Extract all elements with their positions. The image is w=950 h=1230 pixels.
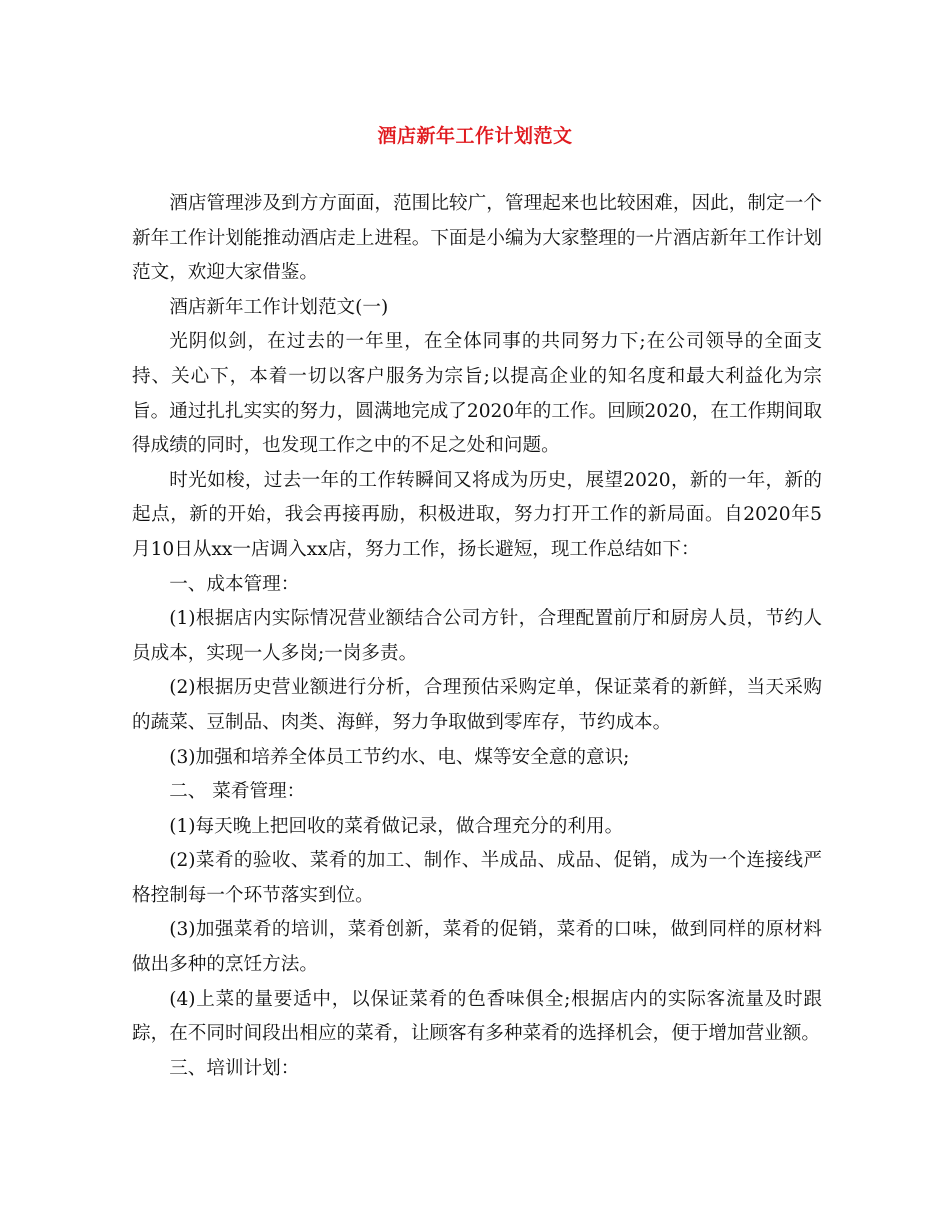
list-item-dishes-1: (1)每天晚上把回收的菜肴做记录，做合理充分的利用。 (169, 815, 624, 837)
section-heading-dishes: 二、 菜肴管理： (169, 781, 306, 803)
document-body (132, 187, 822, 1086)
list-item-dishes-2: (2)菜肴的验收、菜肴的加工、制作、半成品、成品、促销，成为一个连接线严格控制每一个环节落实到位。 (132, 850, 822, 906)
paragraph-review: 光阴似剑，在过去的一年里，在全体同事的共同努力下;在公司领导的全面支持、关心下，本着一切以客户服务为宗旨;以提高企业的知名度和最大利益化为宗旨。通过扎扎实实的努力，圆满地完成了2020年的工作。回顾2020，在工作期间取得成绩的同时，也发现工作之中的不足之处和问题。 (132, 331, 822, 457)
list-item-cost-2: (2)根据历史营业额进行分析，合理预估采购定单，保证菜肴的新鲜，当天采购的蔬菜、豆制品、肉类、海鲜，努力争取做到零库存，节约成本。 (132, 677, 822, 733)
section-heading-training: 三、培训计划： (169, 1057, 300, 1079)
paragraph-intro: 酒店管理涉及到方方面面，范围比较广，管理起来也比较困难，因此，制定一个新年工作计划能推动酒店走上进程。下面是小编为大家整理的一片酒店新年工作计划范文，欢迎大家借鉴。 (132, 193, 822, 284)
list-item-dishes-3: (3)加强菜肴的培训，菜肴创新，菜肴的促销，菜肴的口味，做到同样的原材料做出多种的烹饪方法。 (132, 919, 822, 976)
paragraph-outlook: 时光如梭，过去一年的工作转瞬间又将成为历史，展望2020，新的一年，新的起点，新的开始，我会再接再励，积极进取，努力打开工作的新局面。自2020年5月10日从xx一店调入xx店，努力工作，扬长避短，现工作总结如下： (132, 469, 822, 560)
list-item-cost-1: (1)根据店内实际情况营业额结合公司方针，合理配置前厅和厨房人员，节约人员成本，实现一人多岗;一岗多责。 (132, 608, 822, 664)
paragraph-subtitle: 酒店新年工作计划范文(一) (169, 296, 389, 318)
list-item-cost-3: (3)加强和培养全体员工节约水、电、煤等安全意的意识; (169, 746, 630, 768)
list-item-dishes-4: (4)上菜的量要适中，以保证菜肴的色香味俱全;根据店内的实际客流量及时跟踪，在不同时间段出相应的菜肴，让顾客有多种菜肴的选择机会，便于增加营业额。 (132, 988, 822, 1045)
document-title: 酒店新年工作计划范文 (377, 125, 573, 147)
section-heading-cost: 一、成本管理： (169, 573, 300, 595)
